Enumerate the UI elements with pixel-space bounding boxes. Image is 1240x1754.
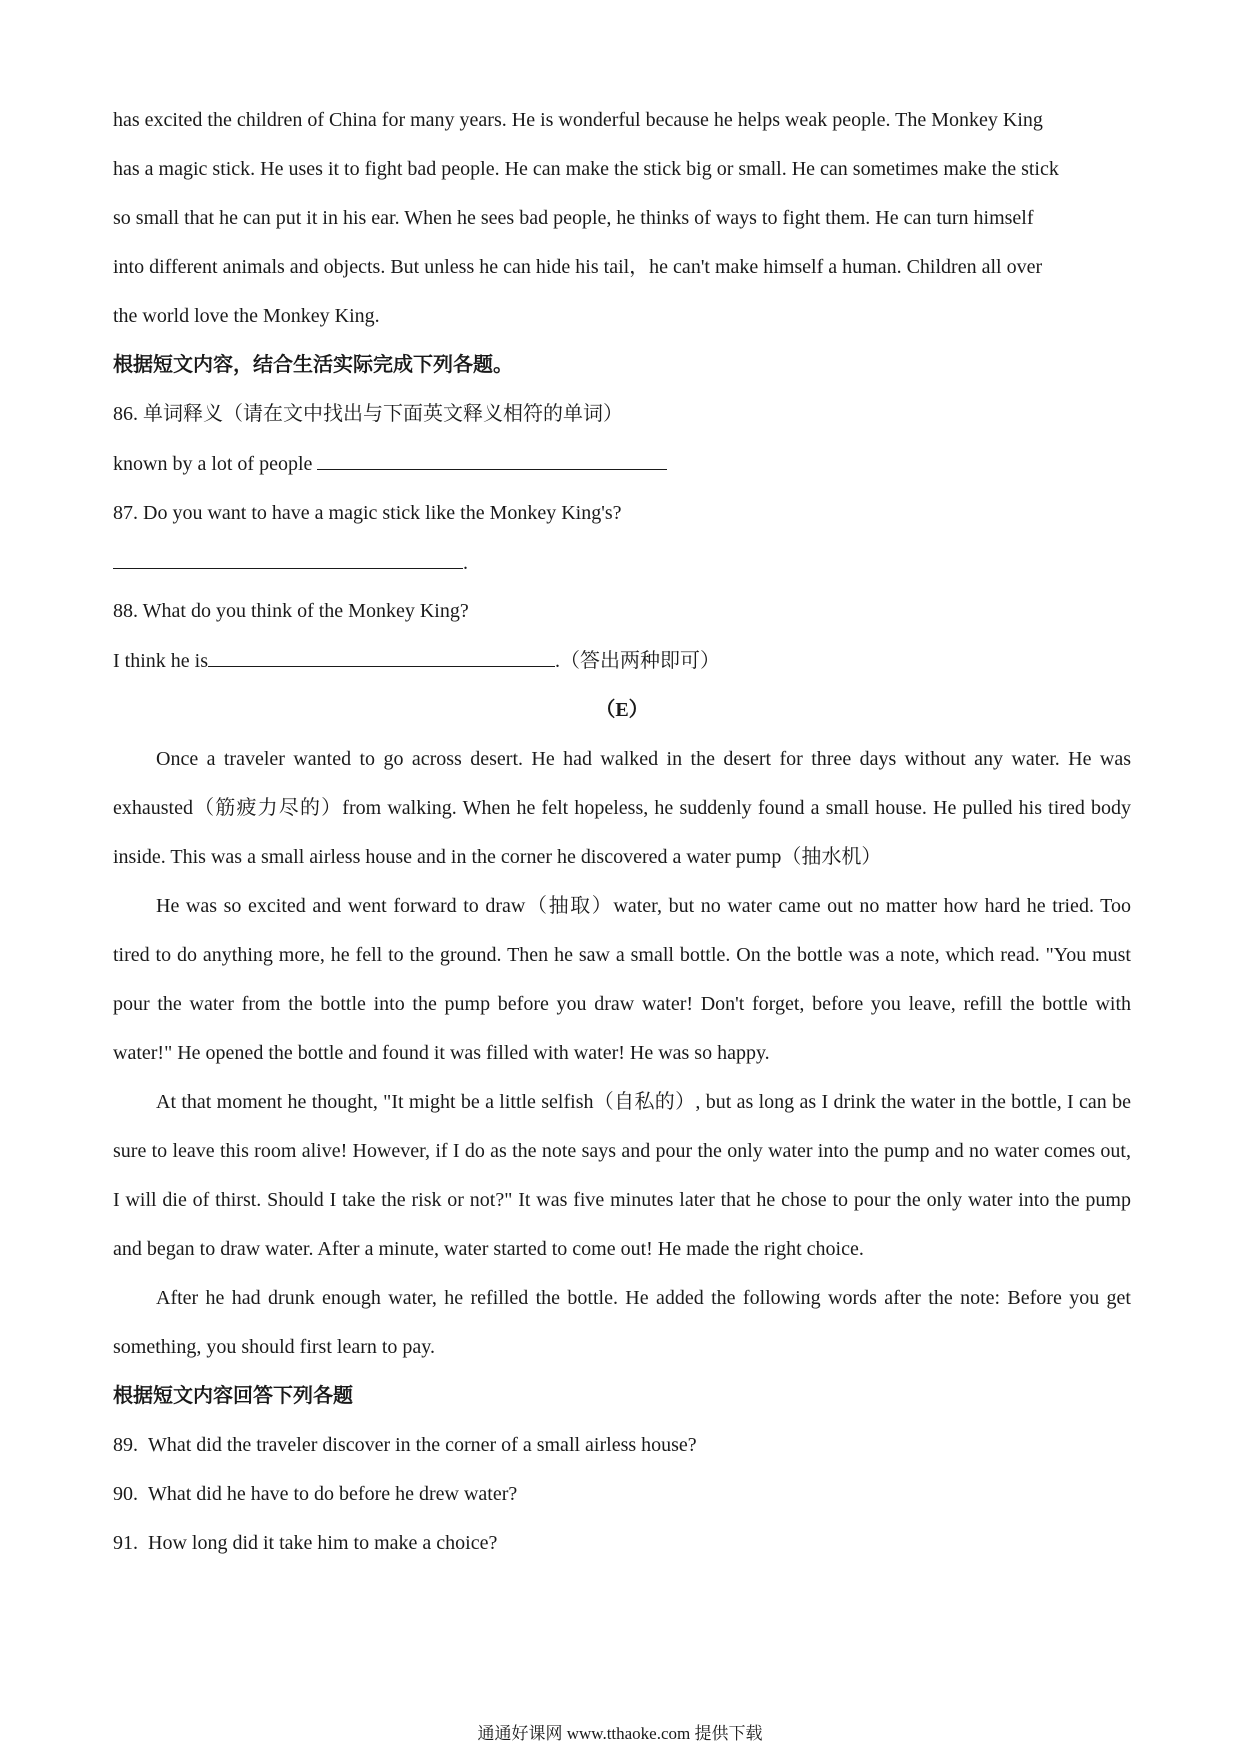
- passage-d: [113, 96, 1131, 341]
- document-page: [113, 96, 1131, 1568]
- question-87-label: 87. Do you want to have a magic stick like the Monkey King's?: [113, 502, 622, 524]
- question-88-prefix: I think he is: [113, 650, 208, 672]
- section-e-title: （E）: [595, 699, 649, 721]
- question-86-label: 86. 单词释义（请在文中找出与下面英文释义相符的单词）: [113, 403, 623, 425]
- instructions-d: 根据短文内容，结合生活实际完成下列各题。: [113, 354, 513, 376]
- question-87-answer-line: [113, 538, 1131, 587]
- passage-e-paragraph-3: At that moment he thought, "It might be a little selfish（自私的）, but as long as I drink the water in the bottle, I can be sure to leave this room alive! However, if I do as the note says and pour the only water into the pump and no water comes out, I will die of thirst. Should I take the risk or not?" It was five minutes later that he chose to pour the only water into the pump and began to draw water. After a minute, water started to come out! He made the right choice.: [113, 1091, 1131, 1260]
- question-88-suffix: .（答出两种即可）: [555, 650, 720, 672]
- passage-d-line: so small that he can put it in his ear. When he sees bad people, he thinks of ways to fight them. He can turn himself: [113, 207, 1034, 229]
- answer-blank-88[interactable]: [208, 636, 555, 667]
- question-87-end: .: [463, 552, 468, 574]
- question-91: 91. How long did it take him to make a choice?: [113, 1532, 498, 1554]
- question-86-answer-line: [113, 439, 1131, 489]
- question-86-prompt: known by a lot of people: [113, 453, 318, 475]
- passage-e-paragraph-4: After he had drunk enough water, he refilled the bottle. He added the following words after the note: Before you get something, you should first learn to pay.: [113, 1287, 1131, 1358]
- instructions-e: 根据短文内容回答下列各题: [113, 1385, 353, 1407]
- passage-e-paragraph-2: He was so excited and went forward to draw（抽取）water, but no water came out no matter how hard he tried. Too tired to do anything more, he fell to the ground. Then he saw a small bottle. On the bottle was a note, which read. "You must pour the water from the bottle into the pump before you draw water! Don't forget, before you leave, refill the bottle with water!" He opened the bottle and found it was filled with water! He was so happy.: [113, 895, 1131, 1064]
- passage-d-line: has excited the children of China for many years. He is wonderful because he helps weak people. The Monkey King: [113, 109, 1043, 131]
- question-88-answer-line: [113, 636, 1131, 686]
- passage-d-line: has a magic stick. He uses it to fight bad people. He can make the stick big or small. He can sometimes make the stick: [113, 158, 1059, 180]
- question-90: 90. What did he have to do before he drew water?: [113, 1483, 518, 1505]
- answer-blank-87[interactable]: [113, 538, 463, 569]
- page-footer: 通通好课网 www.tthaoke.com 提供下载: [477, 1724, 763, 1743]
- question-88-label: 88. What do you think of the Monkey King?: [113, 600, 469, 622]
- answer-blank-86[interactable]: [317, 439, 667, 470]
- question-89: 89. What did the traveler discover in the corner of a small airless house?: [113, 1434, 697, 1456]
- passage-d-line: into different animals and objects. But unless he can hide his tail，he can't make himself a human. Children all over: [113, 256, 1043, 278]
- passage-e-paragraph-1: Once a traveler wanted to go across desert. He had walked in the desert for three days without any water. He was exhausted（筋疲力尽的）from walking. When he felt hopeless, he suddenly found a small house. He pulled his tired body inside. This was a small airless house and in the corner he discovered a water pump（抽水机）: [113, 748, 1131, 868]
- passage-d-line: the world love the Monkey King.: [113, 305, 380, 327]
